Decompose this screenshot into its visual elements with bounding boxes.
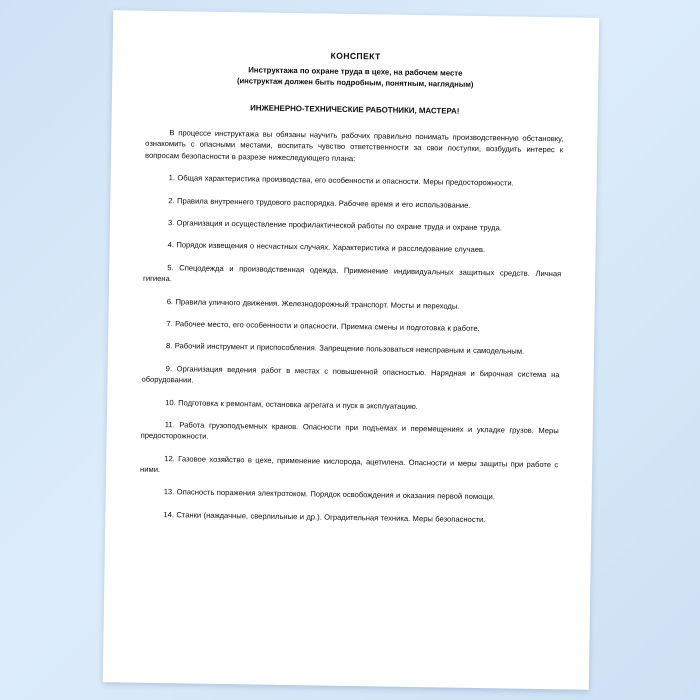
list-item: 10. Подготовка к ремонтам, остановка агрегата и пуск в эксплуатацию.	[165, 397, 418, 411]
document-subtitle-line-2: (инструктаж должен быть подробным, понятным, наглядным)	[236, 76, 474, 90]
list-item: 7. Рабочее место, его особенности и опасности. Приемка смены и подготовка к работе.	[166, 319, 480, 333]
document-addressee: ИНЖЕНЕРНО-ТЕХНИЧЕСКИЕ РАБОТНИКИ, МАСТЕРА!	[250, 103, 460, 116]
list-item: 9. Организация ведения работ в местах с повышенной опасностью. Нарядная и бирочная система на оборудовании.	[141, 363, 560, 385]
list-item: 11. Работа грузоподъемных кранов. Опасности при подъемах и перемещениях и укладке грузов. Меры предосторожности.	[140, 419, 559, 442]
list-item: 3. Организация и осуществление профилактической работы по охране труда и охране труда.	[167, 218, 502, 233]
list-item: 2. Правила внутреннего трудового распорядка. Рабочее время и его использование.	[168, 195, 471, 210]
list-item: 6. Правила уличного движения. Железнодорожный транспорт. Мосты и переходы.	[166, 296, 460, 311]
document-title: КОНСПЕКТ	[330, 50, 381, 62]
list-item: 12. Газовое хозяйство в цехе, применение кислорода, ацетилена. Опасности и меры защиты при работе с ними.	[140, 453, 559, 475]
list-item: 14. Станки (наждачные, сверлильные и др.). Оградительная техника. Меры безопасности.	[163, 509, 486, 524]
document-subtitle-line-1: Инструктажа по охране труда в цехе, на рабочем месте	[248, 65, 463, 78]
list-item: 13. Опасность поражения электротоком. Порядок освобождения и оказания первой помощи.	[163, 487, 496, 502]
document-page	[103, 10, 599, 690]
list-item: 1. Общая характеристика производства, его особенности и опасности. Меры предосторожности.	[168, 173, 514, 188]
document-body	[139, 47, 564, 527]
list-item: 8. Рабочий инструмент и приспособления. Запрещение пользоваться неисправным и самодельным.	[165, 341, 525, 357]
list-item: 5. Спецодежда и производственная одежда. Применение индивидуальных защитных средств. Личная гигиена.	[143, 262, 562, 284]
intro-paragraph: В процессе инструктажа вы обязаны научить рабочих правильно понимать производственную обстановку, ознакомить с опасными местами, воспитать чувство ответственности за свои поступки, возбудить интерес к вопросам безопасности в разрезе нижеследующего плана:	[144, 128, 564, 163]
list-item: 4. Порядок извещения о несчастных случаях. Характеристика и расследование случаев.	[167, 240, 486, 255]
